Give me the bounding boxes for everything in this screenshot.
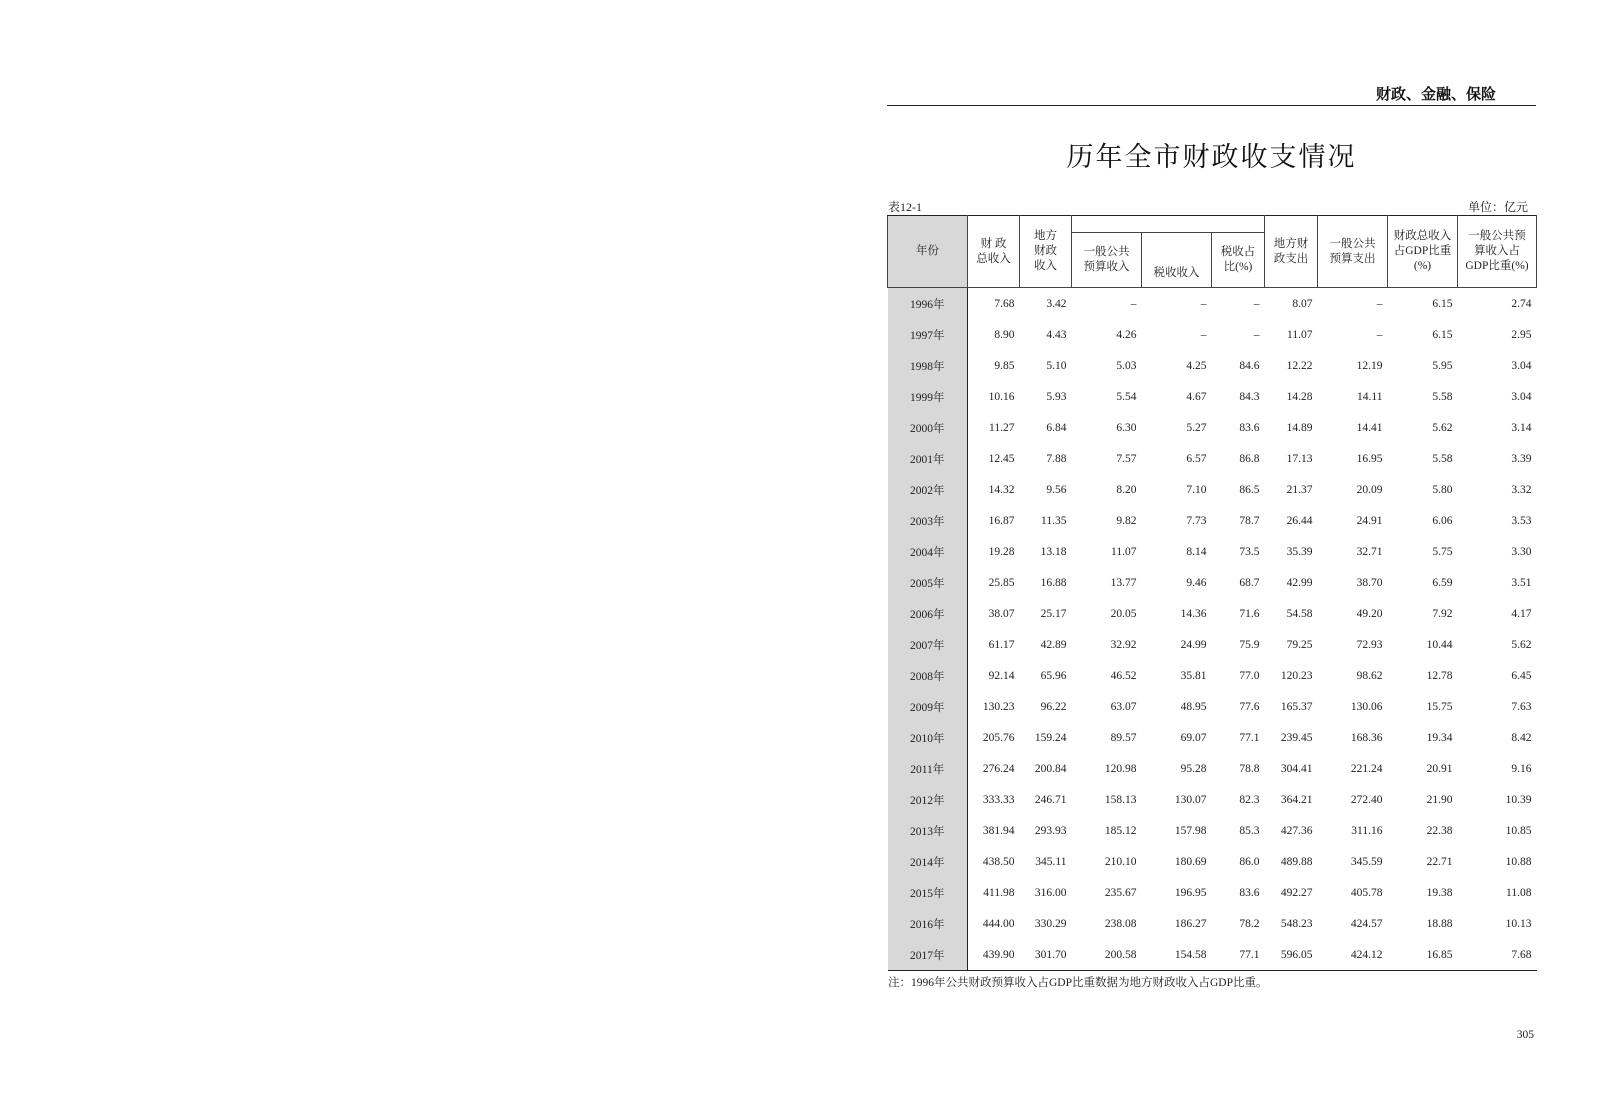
cell-total-revenue-gdp: 5.80 <box>1432 483 1453 496</box>
cell-total-revenue: 12.45 <box>988 452 1015 465</box>
cell-general-budget-expenditure: 345.59 <box>1350 855 1383 868</box>
cell-local-expenditure: 14.28 <box>1286 390 1313 403</box>
header-group-blank <box>1072 216 1265 233</box>
cell-year: 2011年 <box>888 753 968 784</box>
header-tax-revenue: 税收收入 <box>1142 233 1212 288</box>
cell-total-revenue: 439.90 <box>968 939 1020 971</box>
header-tax-share: 税收占 比(%) <box>1212 233 1265 288</box>
cell-year: 2013年 <box>888 815 968 846</box>
cell-budget-revenue-gdp: 3.53 <box>1511 514 1532 527</box>
cell-year: 2003年 <box>888 505 968 536</box>
cell-total-revenue-gdp: 7.92 <box>1432 607 1453 620</box>
cell-total-revenue-gdp: 15.75 <box>1426 700 1453 713</box>
cell-total-revenue-gdp: 21.90 <box>1426 793 1453 806</box>
cell-tax-revenue: 186.27 <box>1174 917 1207 930</box>
cell-tax-revenue: 157.98 <box>1174 824 1207 837</box>
cell-general-budget-expenditure: – <box>1376 297 1383 310</box>
cell-general-budget-expenditure: 72.93 <box>1356 638 1383 651</box>
cell-tax-revenue: 8.14 <box>1186 545 1207 558</box>
cell-local-expenditure: 14.89 <box>1286 421 1313 434</box>
cell-general-budget-expenditure: 311.16 <box>1351 824 1383 837</box>
cell-tax-revenue: 7.73 <box>1186 514 1207 527</box>
cell-budget-revenue-gdp: 7.68 <box>1458 939 1537 971</box>
cell-local-revenue: 301.70 <box>1020 939 1072 971</box>
cell-budget-revenue-gdp: 7.63 <box>1511 700 1532 713</box>
table-row <box>888 815 1537 846</box>
cell-general-budget-expenditure: 221.24 <box>1350 762 1383 775</box>
cell-total-revenue-gdp: 22.71 <box>1426 855 1453 868</box>
cell-tax-share: 77.0 <box>1239 669 1260 682</box>
table-row <box>888 629 1537 660</box>
cell-general-budget-expenditure: 49.20 <box>1356 607 1383 620</box>
cell-general-budget-expenditure: 32.71 <box>1356 545 1383 558</box>
cell-tax-share: 78.8 <box>1239 762 1260 775</box>
cell-year: 1998年 <box>888 350 968 381</box>
cell-local-revenue: 316.00 <box>1034 886 1067 899</box>
cell-tax-revenue: 24.99 <box>1180 638 1207 651</box>
table-row <box>888 939 1537 971</box>
cell-total-revenue: 7.68 <box>994 297 1015 310</box>
cell-local-revenue: 13.18 <box>1040 545 1067 558</box>
cell-general-budget-revenue: 5.03 <box>1116 359 1137 372</box>
table-number: 表12-1 <box>888 200 922 214</box>
cell-local-expenditure: 548.23 <box>1280 917 1313 930</box>
cell-total-revenue-gdp: 19.38 <box>1426 886 1453 899</box>
cell-year: 2015年 <box>888 877 968 908</box>
cell-local-revenue: 246.71 <box>1034 793 1067 806</box>
cell-budget-revenue-gdp: 5.62 <box>1511 638 1532 651</box>
cell-year: 2017年 <box>888 939 968 971</box>
cell-total-revenue: 8.90 <box>994 328 1015 341</box>
cell-tax-revenue: 48.95 <box>1180 700 1207 713</box>
cell-total-revenue: 411.98 <box>983 886 1015 899</box>
cell-local-expenditure: 239.45 <box>1280 731 1313 744</box>
cell-general-budget-revenue: 13.77 <box>1110 576 1137 589</box>
cell-year: 2000年 <box>888 412 968 443</box>
cell-general-budget-revenue: 200.58 <box>1072 939 1142 971</box>
cell-total-revenue: 92.14 <box>988 669 1015 682</box>
cell-total-revenue-gdp: 18.88 <box>1426 917 1453 930</box>
cell-general-budget-expenditure: 16.95 <box>1356 452 1383 465</box>
cell-budget-revenue-gdp: 8.42 <box>1511 731 1532 744</box>
cell-general-budget-expenditure: 24.91 <box>1356 514 1383 527</box>
cell-local-expenditure: 120.23 <box>1280 669 1313 682</box>
cell-local-revenue: 65.96 <box>1040 669 1067 682</box>
cell-total-revenue-gdp: 16.85 <box>1388 939 1458 971</box>
cell-budget-revenue-gdp: 3.04 <box>1511 390 1532 403</box>
cell-general-budget-revenue: 9.82 <box>1116 514 1137 527</box>
cell-tax-revenue: 6.57 <box>1186 452 1207 465</box>
table-row <box>888 784 1537 815</box>
cell-budget-revenue-gdp: 3.14 <box>1511 421 1532 434</box>
cell-local-expenditure: 427.36 <box>1280 824 1313 837</box>
cell-general-budget-expenditure: 424.57 <box>1350 917 1383 930</box>
cell-budget-revenue-gdp: 3.39 <box>1511 452 1532 465</box>
cell-general-budget-expenditure: 130.06 <box>1350 700 1383 713</box>
cell-budget-revenue-gdp: 2.74 <box>1511 297 1532 310</box>
cell-total-revenue: 11.27 <box>989 421 1015 434</box>
cell-total-revenue-gdp: 5.75 <box>1432 545 1453 558</box>
cell-general-budget-expenditure: 424.12 <box>1318 939 1388 971</box>
cell-budget-revenue-gdp: 10.85 <box>1505 824 1532 837</box>
table-row <box>888 691 1537 722</box>
page-number: 305 <box>1516 1029 1534 1041</box>
cell-budget-revenue-gdp: 6.45 <box>1511 669 1532 682</box>
cell-budget-revenue-gdp: 10.39 <box>1505 793 1532 806</box>
cell-general-budget-revenue: 185.12 <box>1104 824 1137 837</box>
cell-general-budget-revenue: 8.20 <box>1116 483 1137 496</box>
table-row <box>888 319 1537 350</box>
cell-total-revenue-gdp: 10.44 <box>1426 638 1453 651</box>
table-row <box>888 381 1537 412</box>
cell-tax-revenue: 5.27 <box>1186 421 1207 434</box>
page-title: 历年全市财政收支情况 <box>1066 142 1357 172</box>
cell-tax-revenue: – <box>1200 297 1207 310</box>
cell-total-revenue: 333.33 <box>982 793 1015 806</box>
cell-total-revenue-gdp: 6.59 <box>1432 576 1453 589</box>
cell-local-revenue: 3.42 <box>1046 297 1067 310</box>
cell-year: 2001年 <box>888 443 968 474</box>
cell-tax-share: 83.6 <box>1239 421 1260 434</box>
cell-tax-share: 77.1 <box>1239 731 1260 744</box>
cell-total-revenue: 19.28 <box>988 545 1015 558</box>
cell-tax-revenue: 154.58 <box>1142 939 1212 971</box>
cell-local-expenditure: 492.27 <box>1280 886 1313 899</box>
table-row <box>888 443 1537 474</box>
cell-general-budget-revenue: 235.67 <box>1104 886 1137 899</box>
cell-year: 2004年 <box>888 536 968 567</box>
cell-local-revenue: 96.22 <box>1040 700 1067 713</box>
cell-budget-revenue-gdp: 3.51 <box>1511 576 1532 589</box>
cell-general-budget-revenue: 32.92 <box>1110 638 1137 651</box>
cell-total-revenue: 276.24 <box>982 762 1015 775</box>
cell-tax-share: – <box>1253 328 1260 341</box>
cell-year: 2002年 <box>888 474 968 505</box>
cell-total-revenue-gdp: 6.15 <box>1432 297 1453 310</box>
cell-budget-revenue-gdp: 2.95 <box>1511 328 1532 341</box>
cell-local-revenue: 25.17 <box>1040 607 1067 620</box>
table-row <box>888 877 1537 908</box>
cell-local-expenditure: 596.05 <box>1265 939 1318 971</box>
cell-tax-revenue: 35.81 <box>1180 669 1207 682</box>
cell-general-budget-expenditure: 14.41 <box>1356 421 1383 434</box>
cell-year: 1996年 <box>888 288 968 320</box>
cell-general-budget-revenue: 20.05 <box>1110 607 1137 620</box>
cell-budget-revenue-gdp: 3.30 <box>1511 545 1532 558</box>
table-row <box>888 412 1537 443</box>
cell-general-budget-expenditure: 405.78 <box>1350 886 1383 899</box>
cell-tax-share: 77.1 <box>1212 939 1265 971</box>
cell-year: 2005年 <box>888 567 968 598</box>
cell-year: 2006年 <box>888 598 968 629</box>
header-year: 年份 <box>888 216 968 288</box>
fiscal-table <box>887 215 1537 971</box>
cell-total-revenue: 16.87 <box>988 514 1015 527</box>
cell-general-budget-expenditure: – <box>1376 328 1383 341</box>
cell-total-revenue: 25.85 <box>988 576 1015 589</box>
cell-budget-revenue-gdp: 9.16 <box>1511 762 1532 775</box>
chapter-header: 财政、金融、保险 <box>1375 85 1496 103</box>
header-general-budget-revenue: 一般公共 预算收入 <box>1072 233 1142 288</box>
table-header <box>888 216 1537 288</box>
cell-tax-revenue: 7.10 <box>1186 483 1207 496</box>
cell-total-revenue-gdp: 5.95 <box>1432 359 1453 372</box>
cell-total-revenue: 444.00 <box>982 917 1015 930</box>
cell-year: 2009年 <box>888 691 968 722</box>
cell-tax-share: 85.3 <box>1239 824 1260 837</box>
cell-total-revenue: 38.07 <box>988 607 1015 620</box>
cell-total-revenue-gdp: 22.38 <box>1426 824 1453 837</box>
unit-label: 单位：亿元 <box>1467 200 1528 214</box>
cell-total-revenue: 130.23 <box>982 700 1015 713</box>
cell-general-budget-revenue: – <box>1130 297 1137 310</box>
cell-local-expenditure: 489.88 <box>1280 855 1313 868</box>
cell-total-revenue: 61.17 <box>988 638 1015 651</box>
table-row <box>888 660 1537 691</box>
cell-tax-share: 68.7 <box>1239 576 1260 589</box>
cell-tax-share: 86.5 <box>1239 483 1260 496</box>
cell-general-budget-revenue: 46.52 <box>1110 669 1137 682</box>
cell-budget-revenue-gdp: 3.04 <box>1511 359 1532 372</box>
header-budget-revenue-gdp: 一般公共预 算收入占 GDP比重(%) <box>1458 216 1537 288</box>
cell-tax-share: 82.3 <box>1239 793 1260 806</box>
header-total-revenue-gdp: 财政总收入 占GDP比重 (%) <box>1388 216 1458 288</box>
table-row <box>888 567 1537 598</box>
cell-year: 1997年 <box>888 319 968 350</box>
cell-tax-share: 86.8 <box>1239 452 1260 465</box>
cell-total-revenue: 438.50 <box>982 855 1015 868</box>
cell-total-revenue-gdp: 5.58 <box>1432 452 1453 465</box>
cell-local-expenditure: 17.13 <box>1286 452 1313 465</box>
cell-general-budget-expenditure: 20.09 <box>1356 483 1383 496</box>
cell-general-budget-revenue: 63.07 <box>1110 700 1137 713</box>
cell-general-budget-expenditure: 12.19 <box>1356 359 1383 372</box>
table-footnote: 注：1996年公共财政预算收入占GDP比重数据为地方财政收入占GDP比重。 <box>888 977 1268 989</box>
cell-budget-revenue-gdp: 11.08 <box>1506 886 1532 899</box>
cell-budget-revenue-gdp: 10.88 <box>1505 855 1532 868</box>
cell-total-revenue: 10.16 <box>988 390 1015 403</box>
cell-total-revenue: 381.94 <box>982 824 1015 837</box>
table-row <box>888 288 1537 320</box>
cell-local-expenditure: 21.37 <box>1286 483 1313 496</box>
header-local-expenditure: 地方财 政支出 <box>1265 216 1318 288</box>
cell-local-expenditure: 304.41 <box>1280 762 1313 775</box>
cell-local-expenditure: 35.39 <box>1286 545 1313 558</box>
cell-tax-revenue: 9.46 <box>1186 576 1207 589</box>
cell-tax-share: – <box>1253 297 1260 310</box>
cell-local-expenditure: 12.22 <box>1286 359 1313 372</box>
cell-total-revenue-gdp: 5.58 <box>1432 390 1453 403</box>
cell-general-budget-expenditure: 14.11 <box>1357 390 1383 403</box>
cell-total-revenue: 205.76 <box>982 731 1015 744</box>
cell-tax-share: 84.3 <box>1239 390 1260 403</box>
cell-tax-revenue: 4.25 <box>1186 359 1207 372</box>
header-rule <box>887 105 1536 106</box>
table-row <box>888 846 1537 877</box>
table-body <box>888 288 1537 971</box>
cell-local-revenue: 5.10 <box>1046 359 1067 372</box>
cell-local-revenue: 16.88 <box>1040 576 1067 589</box>
cell-tax-revenue: 14.36 <box>1180 607 1207 620</box>
cell-local-revenue: 7.88 <box>1046 452 1067 465</box>
cell-local-revenue: 4.43 <box>1046 328 1067 341</box>
cell-year: 1999年 <box>888 381 968 412</box>
header-total-revenue: 财 政 总收入 <box>968 216 1020 288</box>
cell-year: 2008年 <box>888 660 968 691</box>
cell-general-budget-revenue: 4.26 <box>1116 328 1137 341</box>
cell-local-revenue: 293.93 <box>1034 824 1067 837</box>
cell-general-budget-revenue: 210.10 <box>1104 855 1137 868</box>
cell-year: 2012年 <box>888 784 968 815</box>
header-general-budget-expenditure: 一般公共 预算支出 <box>1318 216 1388 288</box>
cell-general-budget-expenditure: 98.62 <box>1356 669 1383 682</box>
cell-tax-share: 78.7 <box>1239 514 1260 527</box>
cell-tax-share: 73.5 <box>1239 545 1260 558</box>
cell-budget-revenue-gdp: 3.32 <box>1511 483 1532 496</box>
cell-tax-revenue: 4.67 <box>1186 390 1207 403</box>
table-row <box>888 908 1537 939</box>
cell-local-revenue: 42.89 <box>1040 638 1067 651</box>
cell-local-revenue: 11.35 <box>1041 514 1067 527</box>
cell-local-expenditure: 26.44 <box>1286 514 1313 527</box>
cell-general-budget-expenditure: 272.40 <box>1350 793 1383 806</box>
cell-total-revenue-gdp: 19.34 <box>1426 731 1453 744</box>
cell-tax-share: 84.6 <box>1239 359 1260 372</box>
cell-tax-revenue: 69.07 <box>1180 731 1207 744</box>
cell-general-budget-revenue: 11.07 <box>1111 545 1137 558</box>
cell-total-revenue-gdp: 12.78 <box>1426 669 1453 682</box>
cell-tax-share: 83.6 <box>1239 886 1260 899</box>
cell-tax-share: 75.9 <box>1239 638 1260 651</box>
cell-local-expenditure: 165.37 <box>1280 700 1313 713</box>
cell-tax-share: 77.6 <box>1239 700 1260 713</box>
cell-tax-share: 86.0 <box>1239 855 1260 868</box>
table-row <box>888 753 1537 784</box>
table-row <box>888 350 1537 381</box>
cell-budget-revenue-gdp: 10.13 <box>1505 917 1532 930</box>
table-row <box>888 536 1537 567</box>
cell-year: 2014年 <box>888 846 968 877</box>
cell-tax-revenue: – <box>1200 328 1207 341</box>
cell-general-budget-revenue: 6.30 <box>1116 421 1137 434</box>
cell-total-revenue-gdp: 20.91 <box>1426 762 1453 775</box>
cell-tax-revenue: 95.28 <box>1180 762 1207 775</box>
cell-tax-share: 78.2 <box>1239 917 1260 930</box>
header-local-revenue: 地方 财政 收入 <box>1020 216 1072 288</box>
cell-budget-revenue-gdp: 4.17 <box>1511 607 1532 620</box>
cell-year: 2007年 <box>888 629 968 660</box>
table-row <box>888 474 1537 505</box>
cell-year: 2016年 <box>888 908 968 939</box>
table-row <box>888 598 1537 629</box>
cell-general-budget-revenue: 238.08 <box>1104 917 1137 930</box>
cell-local-revenue: 330.29 <box>1034 917 1067 930</box>
cell-general-budget-revenue: 7.57 <box>1116 452 1137 465</box>
table-row <box>888 722 1537 753</box>
cell-local-expenditure: 42.99 <box>1286 576 1313 589</box>
cell-local-expenditure: 364.21 <box>1280 793 1313 806</box>
cell-total-revenue: 9.85 <box>994 359 1015 372</box>
cell-total-revenue-gdp: 6.15 <box>1432 328 1453 341</box>
cell-year: 2010年 <box>888 722 968 753</box>
cell-tax-share: 71.6 <box>1239 607 1260 620</box>
cell-local-expenditure: 54.58 <box>1286 607 1313 620</box>
cell-total-revenue: 14.32 <box>988 483 1015 496</box>
cell-local-revenue: 5.93 <box>1046 390 1067 403</box>
cell-local-revenue: 345.11 <box>1035 855 1067 868</box>
cell-tax-revenue: 130.07 <box>1174 793 1207 806</box>
cell-local-revenue: 200.84 <box>1034 762 1067 775</box>
cell-total-revenue-gdp: 6.06 <box>1432 514 1453 527</box>
cell-local-revenue: 6.84 <box>1046 421 1067 434</box>
cell-local-revenue: 159.24 <box>1034 731 1067 744</box>
cell-general-budget-revenue: 158.13 <box>1104 793 1137 806</box>
cell-tax-revenue: 196.95 <box>1174 886 1207 899</box>
table-row <box>888 505 1537 536</box>
cell-total-revenue-gdp: 5.62 <box>1432 421 1453 434</box>
cell-general-budget-revenue: 5.54 <box>1116 390 1137 403</box>
cell-tax-revenue: 180.69 <box>1174 855 1207 868</box>
cell-local-expenditure: 79.25 <box>1286 638 1313 651</box>
cell-local-expenditure: 8.07 <box>1292 297 1313 310</box>
cell-local-revenue: 9.56 <box>1046 483 1067 496</box>
cell-general-budget-revenue: 120.98 <box>1104 762 1137 775</box>
cell-general-budget-revenue: 89.57 <box>1110 731 1137 744</box>
cell-general-budget-expenditure: 168.36 <box>1350 731 1383 744</box>
cell-local-expenditure: 11.07 <box>1287 328 1313 341</box>
cell-general-budget-expenditure: 38.70 <box>1356 576 1383 589</box>
